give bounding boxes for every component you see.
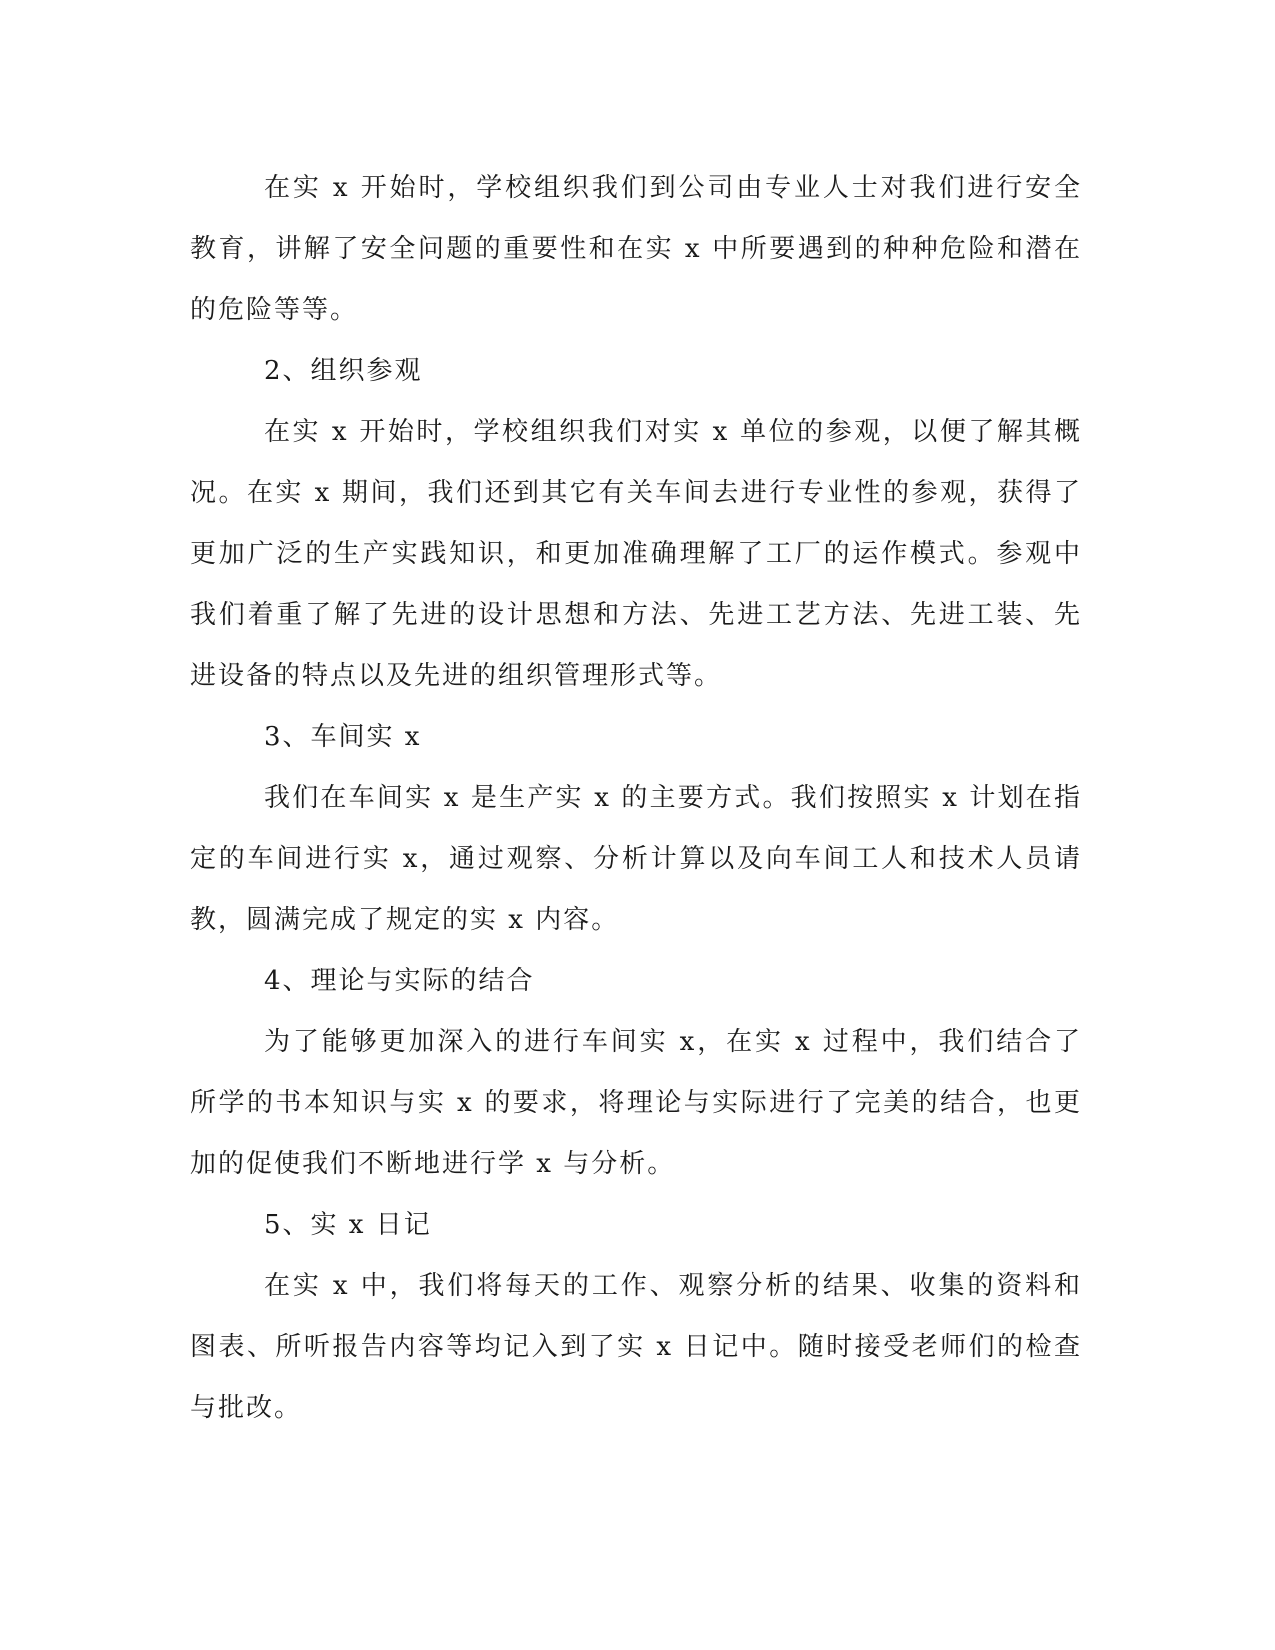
document-body (190, 158, 1082, 1439)
paragraph-safety-education: 在实 x 开始时，学校组织我们到公司由专业人士对我们进行安全教育，讲解了安全问题的重要性和在实 x 中所要遇到的种种危险和潜在的危险等等。 (190, 173, 1082, 325)
paragraph-theory-practice: 为了能够更加深入的进行车间实 x，在实 x 过程中，我们结合了所学的书本知识与实 x 的要求，将理论与实际进行了完美的结合，也更加的促使我们不断地进行学 x 与分析。 (190, 1027, 1082, 1179)
heading-theory-practice: 4、理论与实际的结合 (264, 966, 535, 996)
paragraph-organized-visit: 在实 x 开始时，学校组织我们对实 x 单位的参观，以便了解其概况。在实 x 期间，我们还到其它有关车间去进行专业性的参观，获得了更加广泛的生产实践知识，和更加准确理解了工厂的运作模式。参观中我们着重了解了先进的设计思想和方法、先进工艺方法、先进工装、先进设备的特点以及先进的组织管理形式等。 (190, 417, 1082, 691)
paragraph-practice-diary: 在实 x 中，我们将每天的工作、观察分析的结果、收集的资料和图表、所听报告内容等均记入到了实 x 日记中。随时接受老师们的检查与批改。 (190, 1271, 1082, 1423)
heading-practice-diary: 5、实 x 日记 (264, 1210, 432, 1240)
heading-organized-visit: 2、组织参观 (264, 356, 423, 386)
heading-workshop-practice: 3、车间实 x (264, 722, 422, 752)
paragraph-workshop-practice: 我们在车间实 x 是生产实 x 的主要方式。我们按照实 x 计划在指定的车间进行实 x，通过观察、分析计算以及向车间工人和技术人员请教，圆满完成了规定的实 x 内容。 (190, 783, 1082, 935)
